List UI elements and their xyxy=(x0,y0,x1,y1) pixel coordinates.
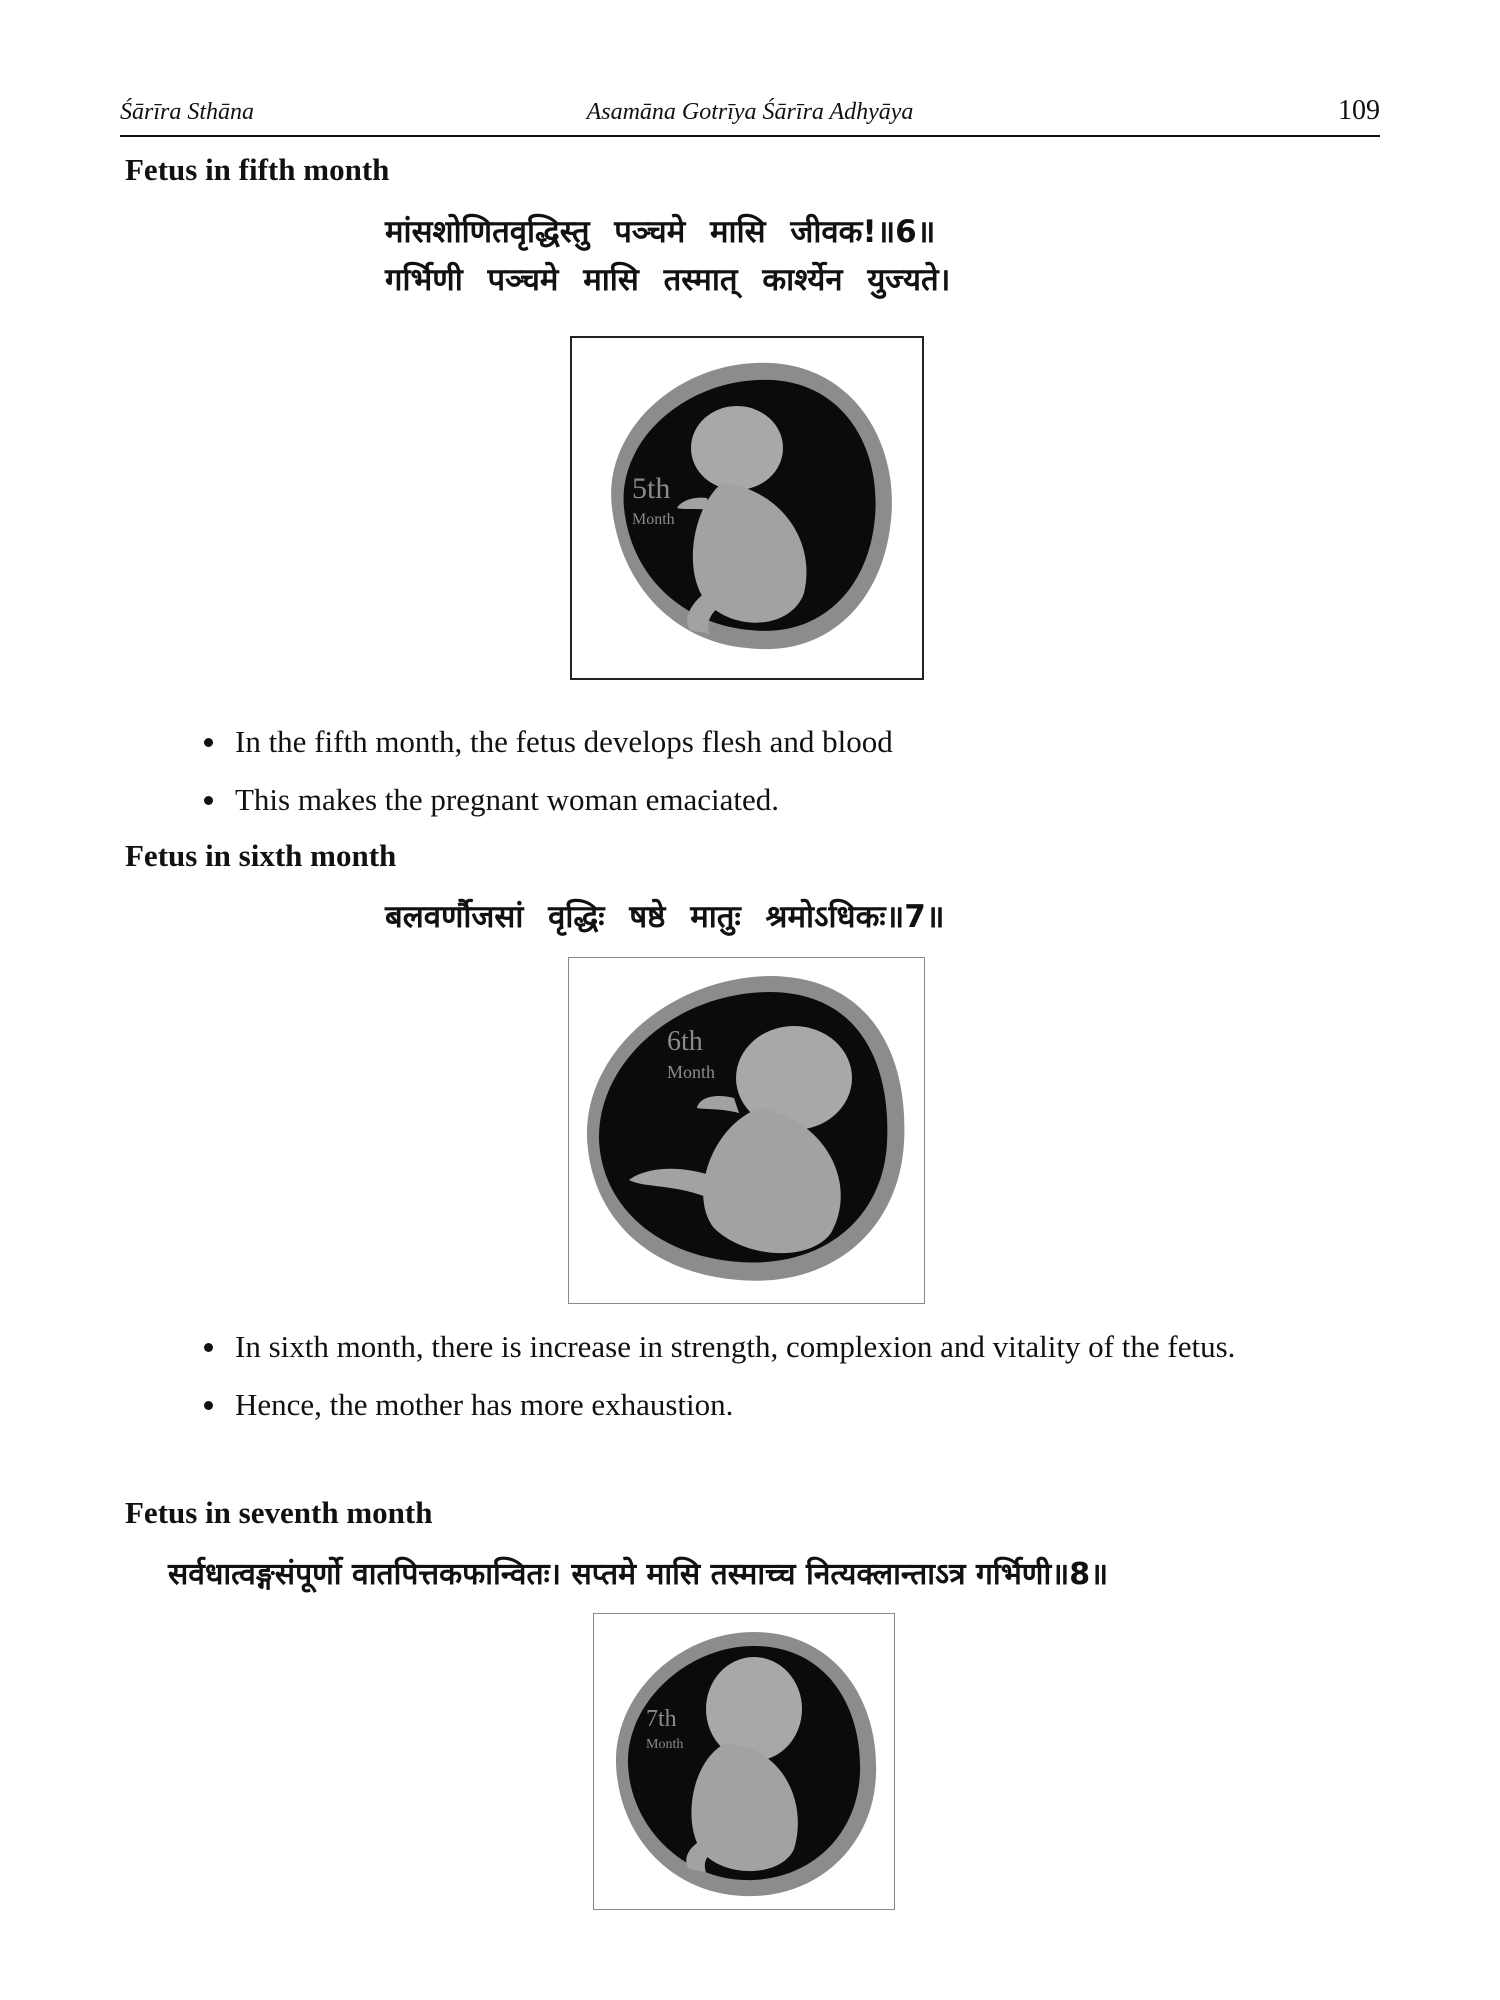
figure-5th-label: 5th xyxy=(632,472,671,505)
figure-6th-month-word: Month xyxy=(667,1062,716,1082)
verse-8: सर्वधात्वङ्गसंपूर्णो वातपित्तकफान्वितः। सप्तमे मासि तस्माच्च नित्यक्लान्ताऽत्र गर्भिणी॥8॥ xyxy=(168,1557,1109,1592)
bullets-fifth-month xyxy=(200,718,1380,834)
list-item: In sixth month, there is increase in strength, complexion and vitality of the fetus. xyxy=(200,1323,1380,1371)
heading-fifth-month: Fetus in fifth month xyxy=(125,152,390,187)
figure-sixth-month xyxy=(568,957,925,1304)
heading-seventh-month: Fetus in seventh month xyxy=(125,1495,433,1530)
list-item: In the fifth month, the fetus develops flesh and blood xyxy=(200,718,1380,766)
verse-6-line-1: मांसशोणितवृद्धिस्तु पञ्चमे मासि जीवक!॥6॥ xyxy=(385,214,936,250)
header-section-title: Śārīra Sthāna xyxy=(120,99,255,125)
bullets-sixth-month xyxy=(200,1323,1380,1439)
fetus-7th-month-illustration xyxy=(594,1614,894,1909)
verse-6-line-2: गर्भिणी पञ्चमे मासि तस्मात् कार्श्येन युज्यते। xyxy=(385,262,951,298)
list-item: Hence, the mother has more exhaustion. xyxy=(200,1381,1380,1429)
list-item: This makes the pregnant woman emaciated. xyxy=(200,776,1380,824)
page-number: 109 xyxy=(1338,95,1380,126)
figure-7th-label: 7th xyxy=(646,1706,677,1732)
heading-sixth-month: Fetus in sixth month xyxy=(125,838,397,873)
header-chapter-title: Asamāna Gotrīya Śārīra Adhyāya xyxy=(586,99,914,125)
figure-6th-label: 6th xyxy=(667,1026,703,1057)
figure-fifth-month xyxy=(570,336,924,680)
fetus-5th-month-illustration xyxy=(572,338,922,678)
figure-7th-month-word: Month xyxy=(646,1737,684,1752)
figure-5th-month-word: Month xyxy=(632,511,675,528)
verse-7: बलवर्णौजसां वृद्धिः षष्ठे मातुः श्रमोऽधिकः॥7॥ xyxy=(385,899,945,935)
running-header xyxy=(120,95,1380,137)
figure-seventh-month xyxy=(593,1613,895,1910)
fetus-6th-month-illustration xyxy=(569,958,924,1303)
